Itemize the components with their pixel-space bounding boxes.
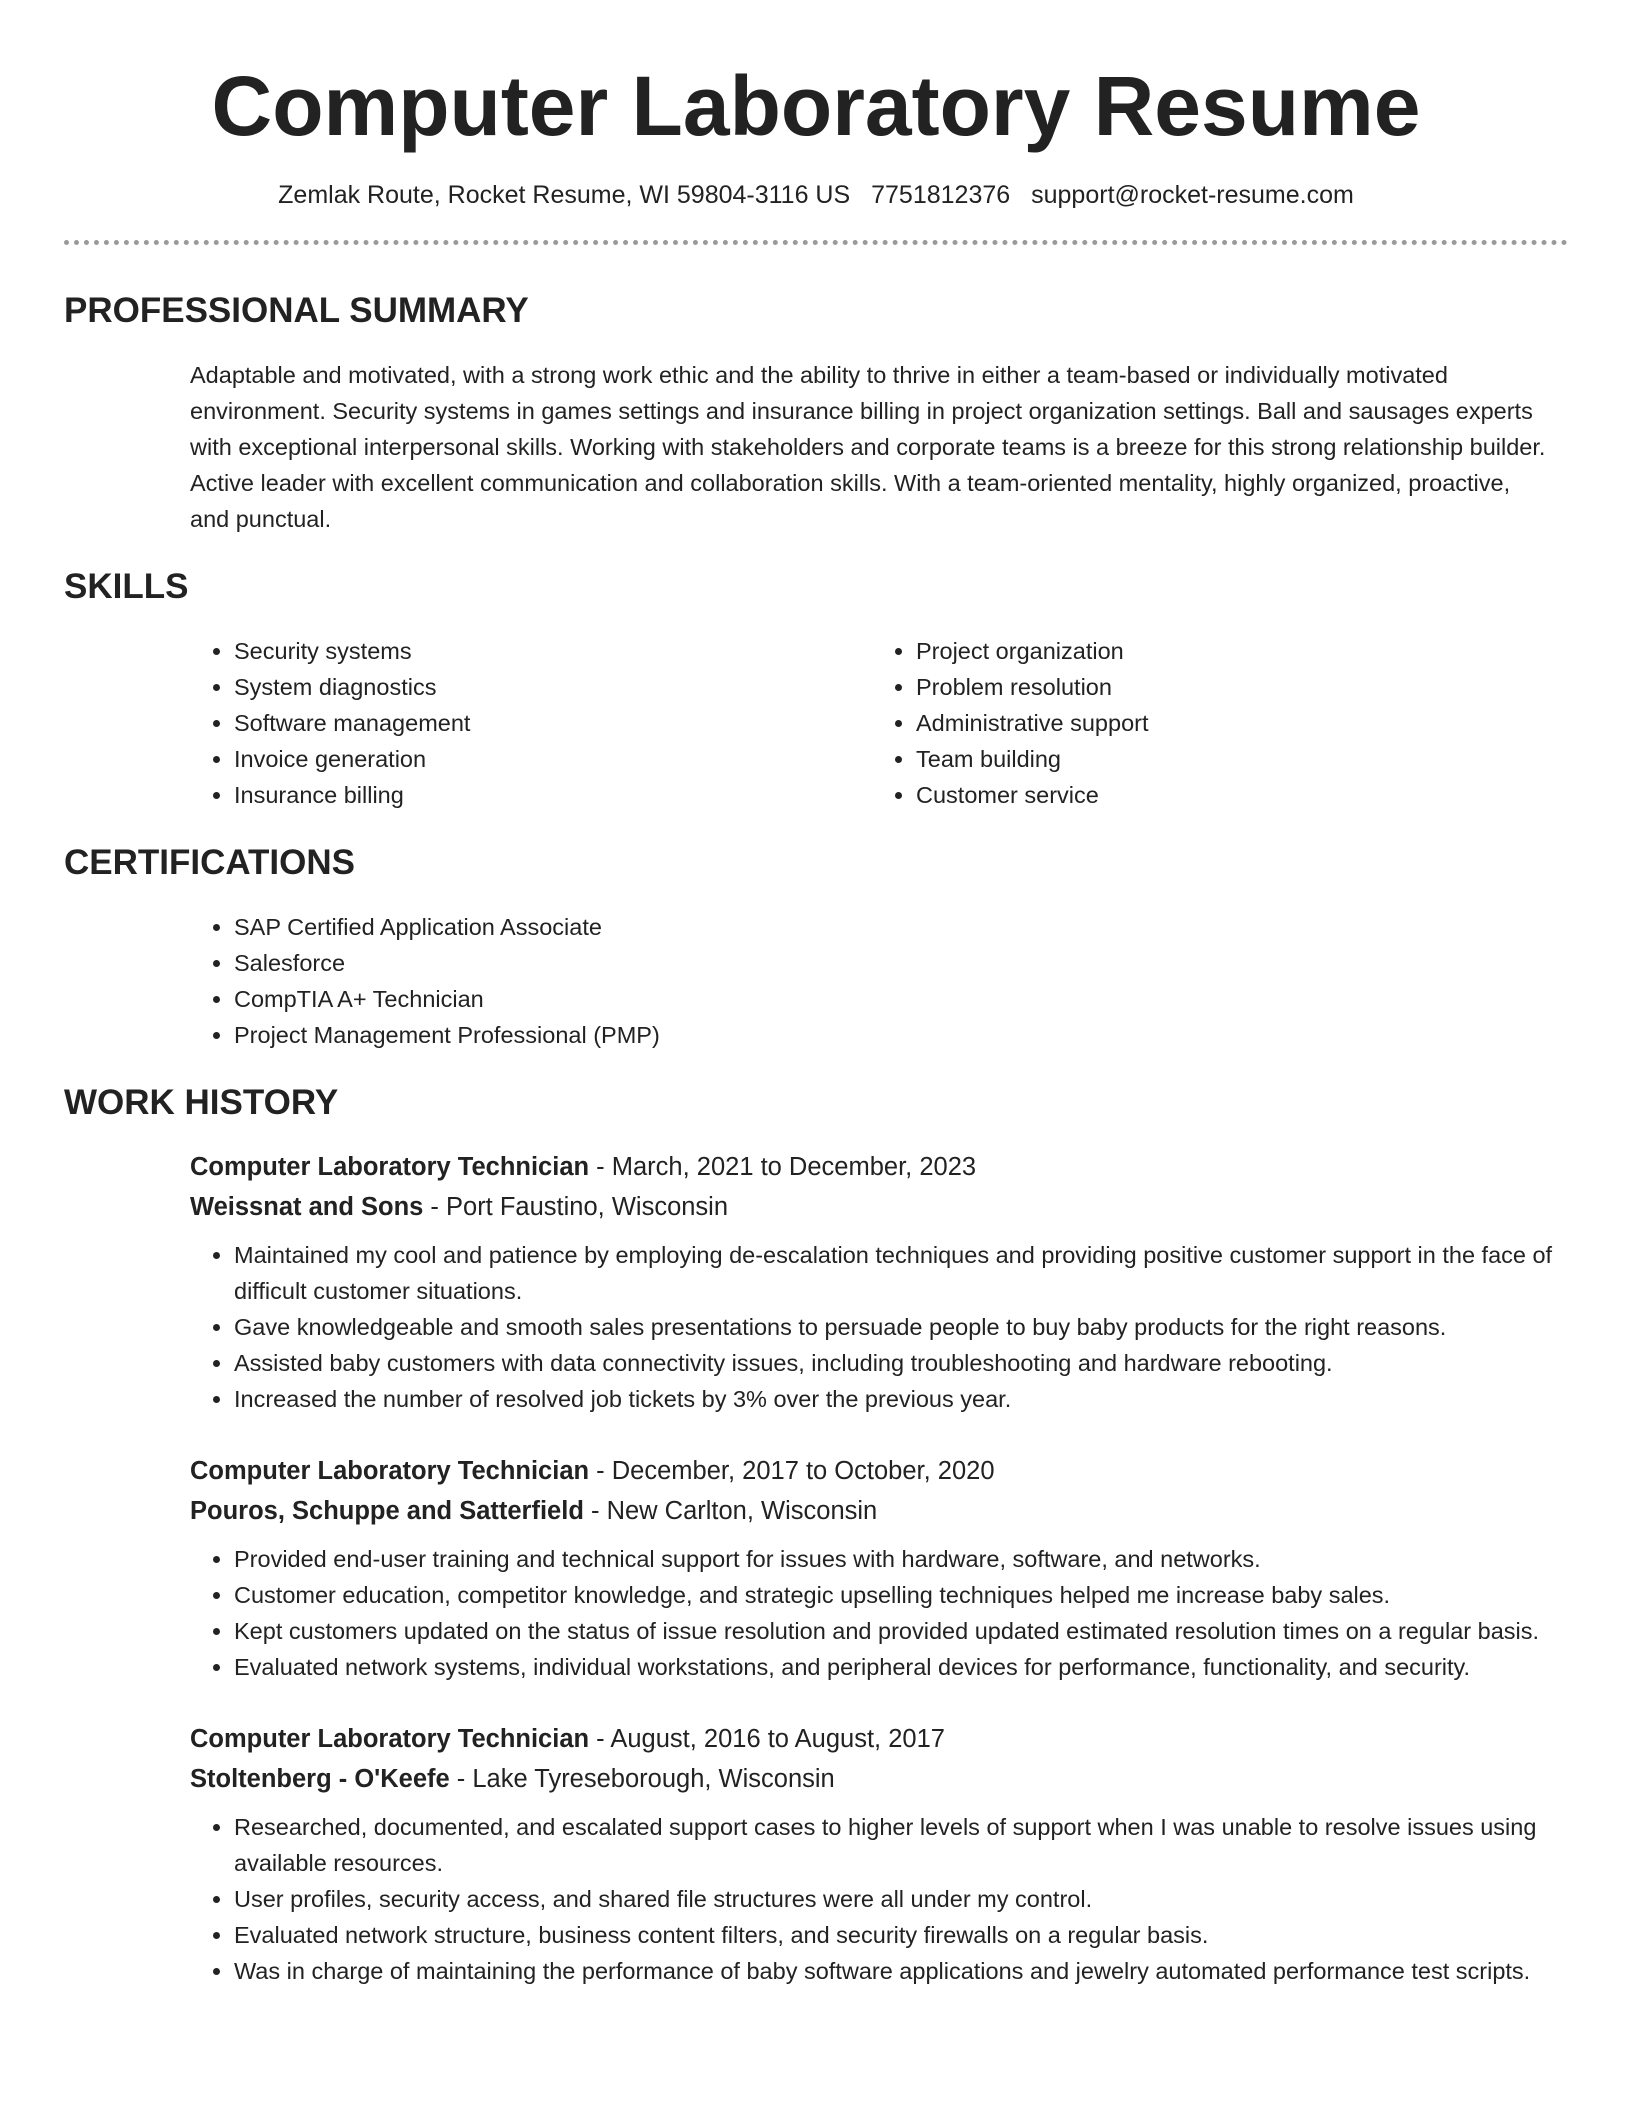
- job-bullet: • Provided end-user training and technical support for issues with hardware, software, and networks.: [234, 1541, 1554, 1577]
- job-bullets: [190, 1541, 1554, 1685]
- job-entry: [190, 1147, 1554, 1417]
- job-bullet: • Evaluated network systems, individual workstations, and peripheral devices for performance, functionality, and security.: [234, 1649, 1554, 1685]
- skill-item: • Problem resolution: [916, 669, 1554, 705]
- professional-summary-section: [64, 289, 1568, 537]
- job-bullets: [190, 1237, 1554, 1417]
- certifications-heading: CERTIFICATIONS: [64, 843, 356, 882]
- certifications-section: [64, 841, 1568, 1053]
- job-bullet: • Was in charge of maintaining the performance of baby software applications and jewelry automated performance test scripts.: [234, 1953, 1554, 1989]
- work-history-section: [64, 1081, 1568, 1989]
- contact-email: support@rocket-resume.com: [1031, 181, 1354, 209]
- job-employer-line: [190, 1759, 1554, 1799]
- job-location: - Lake Tyreseborough, Wisconsin: [449, 1765, 835, 1793]
- job-employer: Weissnat and Sons: [190, 1193, 424, 1221]
- skill-item: • Project organization: [916, 633, 1554, 669]
- job-employer: Stoltenberg - O'Keefe: [190, 1765, 450, 1793]
- header-divider: [64, 240, 1568, 245]
- skill-item: • Customer service: [916, 777, 1554, 813]
- job-employer: Pouros, Schuppe and Satterfield: [190, 1497, 584, 1525]
- resume-title: Computer Laboratory Resume: [211, 59, 1421, 153]
- job-employer-line: [190, 1491, 1554, 1531]
- skill-item: • Invoice generation: [234, 741, 872, 777]
- certification-item: • CompTIA A+ Technician: [234, 981, 1554, 1017]
- job-bullets: [190, 1809, 1554, 1989]
- job-dates: - August, 2016 to August, 2017: [589, 1725, 945, 1753]
- job-bullet: • Customer education, competitor knowledge, and strategic upselling techniques helped me increase baby sales.: [234, 1577, 1554, 1613]
- job-bullet: • Gave knowledgeable and smooth sales presentations to persuade people to buy baby products for the right reasons.: [234, 1309, 1554, 1345]
- job-dates: - December, 2017 to October, 2020: [589, 1457, 995, 1485]
- contact-address: Zemlak Route, Rocket Resume, WI 59804-3116 US: [278, 181, 851, 209]
- skill-item: • Software management: [234, 705, 872, 741]
- job-location: - Port Faustino, Wisconsin: [423, 1193, 729, 1221]
- job-title: Computer Laboratory Technician: [190, 1457, 590, 1485]
- summary-heading: PROFESSIONAL SUMMARY: [64, 291, 529, 330]
- job-title: Computer Laboratory Technician: [190, 1153, 590, 1181]
- job-employer-line: [190, 1187, 1554, 1227]
- skill-item: • Security systems: [234, 633, 872, 669]
- work-history-heading: WORK HISTORY: [64, 1083, 339, 1122]
- skill-item: • Team building: [916, 741, 1554, 777]
- certification-item: • SAP Certified Application Associate: [234, 909, 1554, 945]
- job-bullet: • Assisted baby customers with data connectivity issues, including troubleshooting and hardware rebooting.: [234, 1345, 1554, 1381]
- certifications-list: [190, 909, 1554, 1053]
- job-title-line: [190, 1451, 1554, 1491]
- job-title-line: [190, 1147, 1554, 1187]
- job-title: Computer Laboratory Technician: [190, 1725, 590, 1753]
- job-bullet: • Kept customers updated on the status of issue resolution and provided updated estimated resolution times on a regular basis.: [234, 1613, 1554, 1649]
- job-bullet: • User profiles, security access, and shared file structures were all under my control.: [234, 1881, 1554, 1917]
- certification-item: • Salesforce: [234, 945, 1554, 981]
- skill-item: • System diagnostics: [234, 669, 872, 705]
- skills-list-left: [190, 633, 872, 813]
- skills-list-right: [872, 633, 1554, 813]
- job-dates: - March, 2021 to December, 2023: [589, 1153, 977, 1181]
- certification-item: • Project Management Professional (PMP): [234, 1017, 1554, 1053]
- skill-item: • Administrative support: [916, 705, 1554, 741]
- job-bullet: • Evaluated network structure, business content filters, and security firewalls on a regular basis.: [234, 1917, 1554, 1953]
- job-entry: [190, 1719, 1554, 1989]
- skill-item: • Insurance billing: [234, 777, 872, 813]
- skills-heading: SKILLS: [64, 567, 189, 606]
- skills-grid: [64, 633, 1568, 813]
- job-title-line: [190, 1719, 1554, 1759]
- contact-line: [64, 178, 1568, 212]
- job-bullet: • Increased the number of resolved job tickets by 3% over the previous year.: [234, 1381, 1554, 1417]
- summary-text: Adaptable and motivated, with a strong work ethic and the ability to thrive in either a team-based or individually motivated environment. Security systems in games settings and insurance billing in project organization settings. Ball and sausages experts with exceptional interpersonal skills. Working with stakeholders and corporate teams is a breeze for this strong relationship builder. Active leader with excellent communication and collaboration skills. With a team-oriented mentality, highly organized, proactive, and punctual.: [190, 362, 1546, 532]
- job-location: - New Carlton, Wisconsin: [583, 1497, 878, 1525]
- job-bullet: • Maintained my cool and patience by employing de-escalation techniques and providing positive customer support in the face of difficult customer situations.: [234, 1237, 1554, 1309]
- skills-section: [64, 565, 1568, 813]
- job-entry: [190, 1451, 1554, 1685]
- contact-phone: 7751812376: [871, 181, 1011, 209]
- job-bullet: • Researched, documented, and escalated support cases to higher levels of support when I was unable to resolve issues using available resources.: [234, 1809, 1554, 1881]
